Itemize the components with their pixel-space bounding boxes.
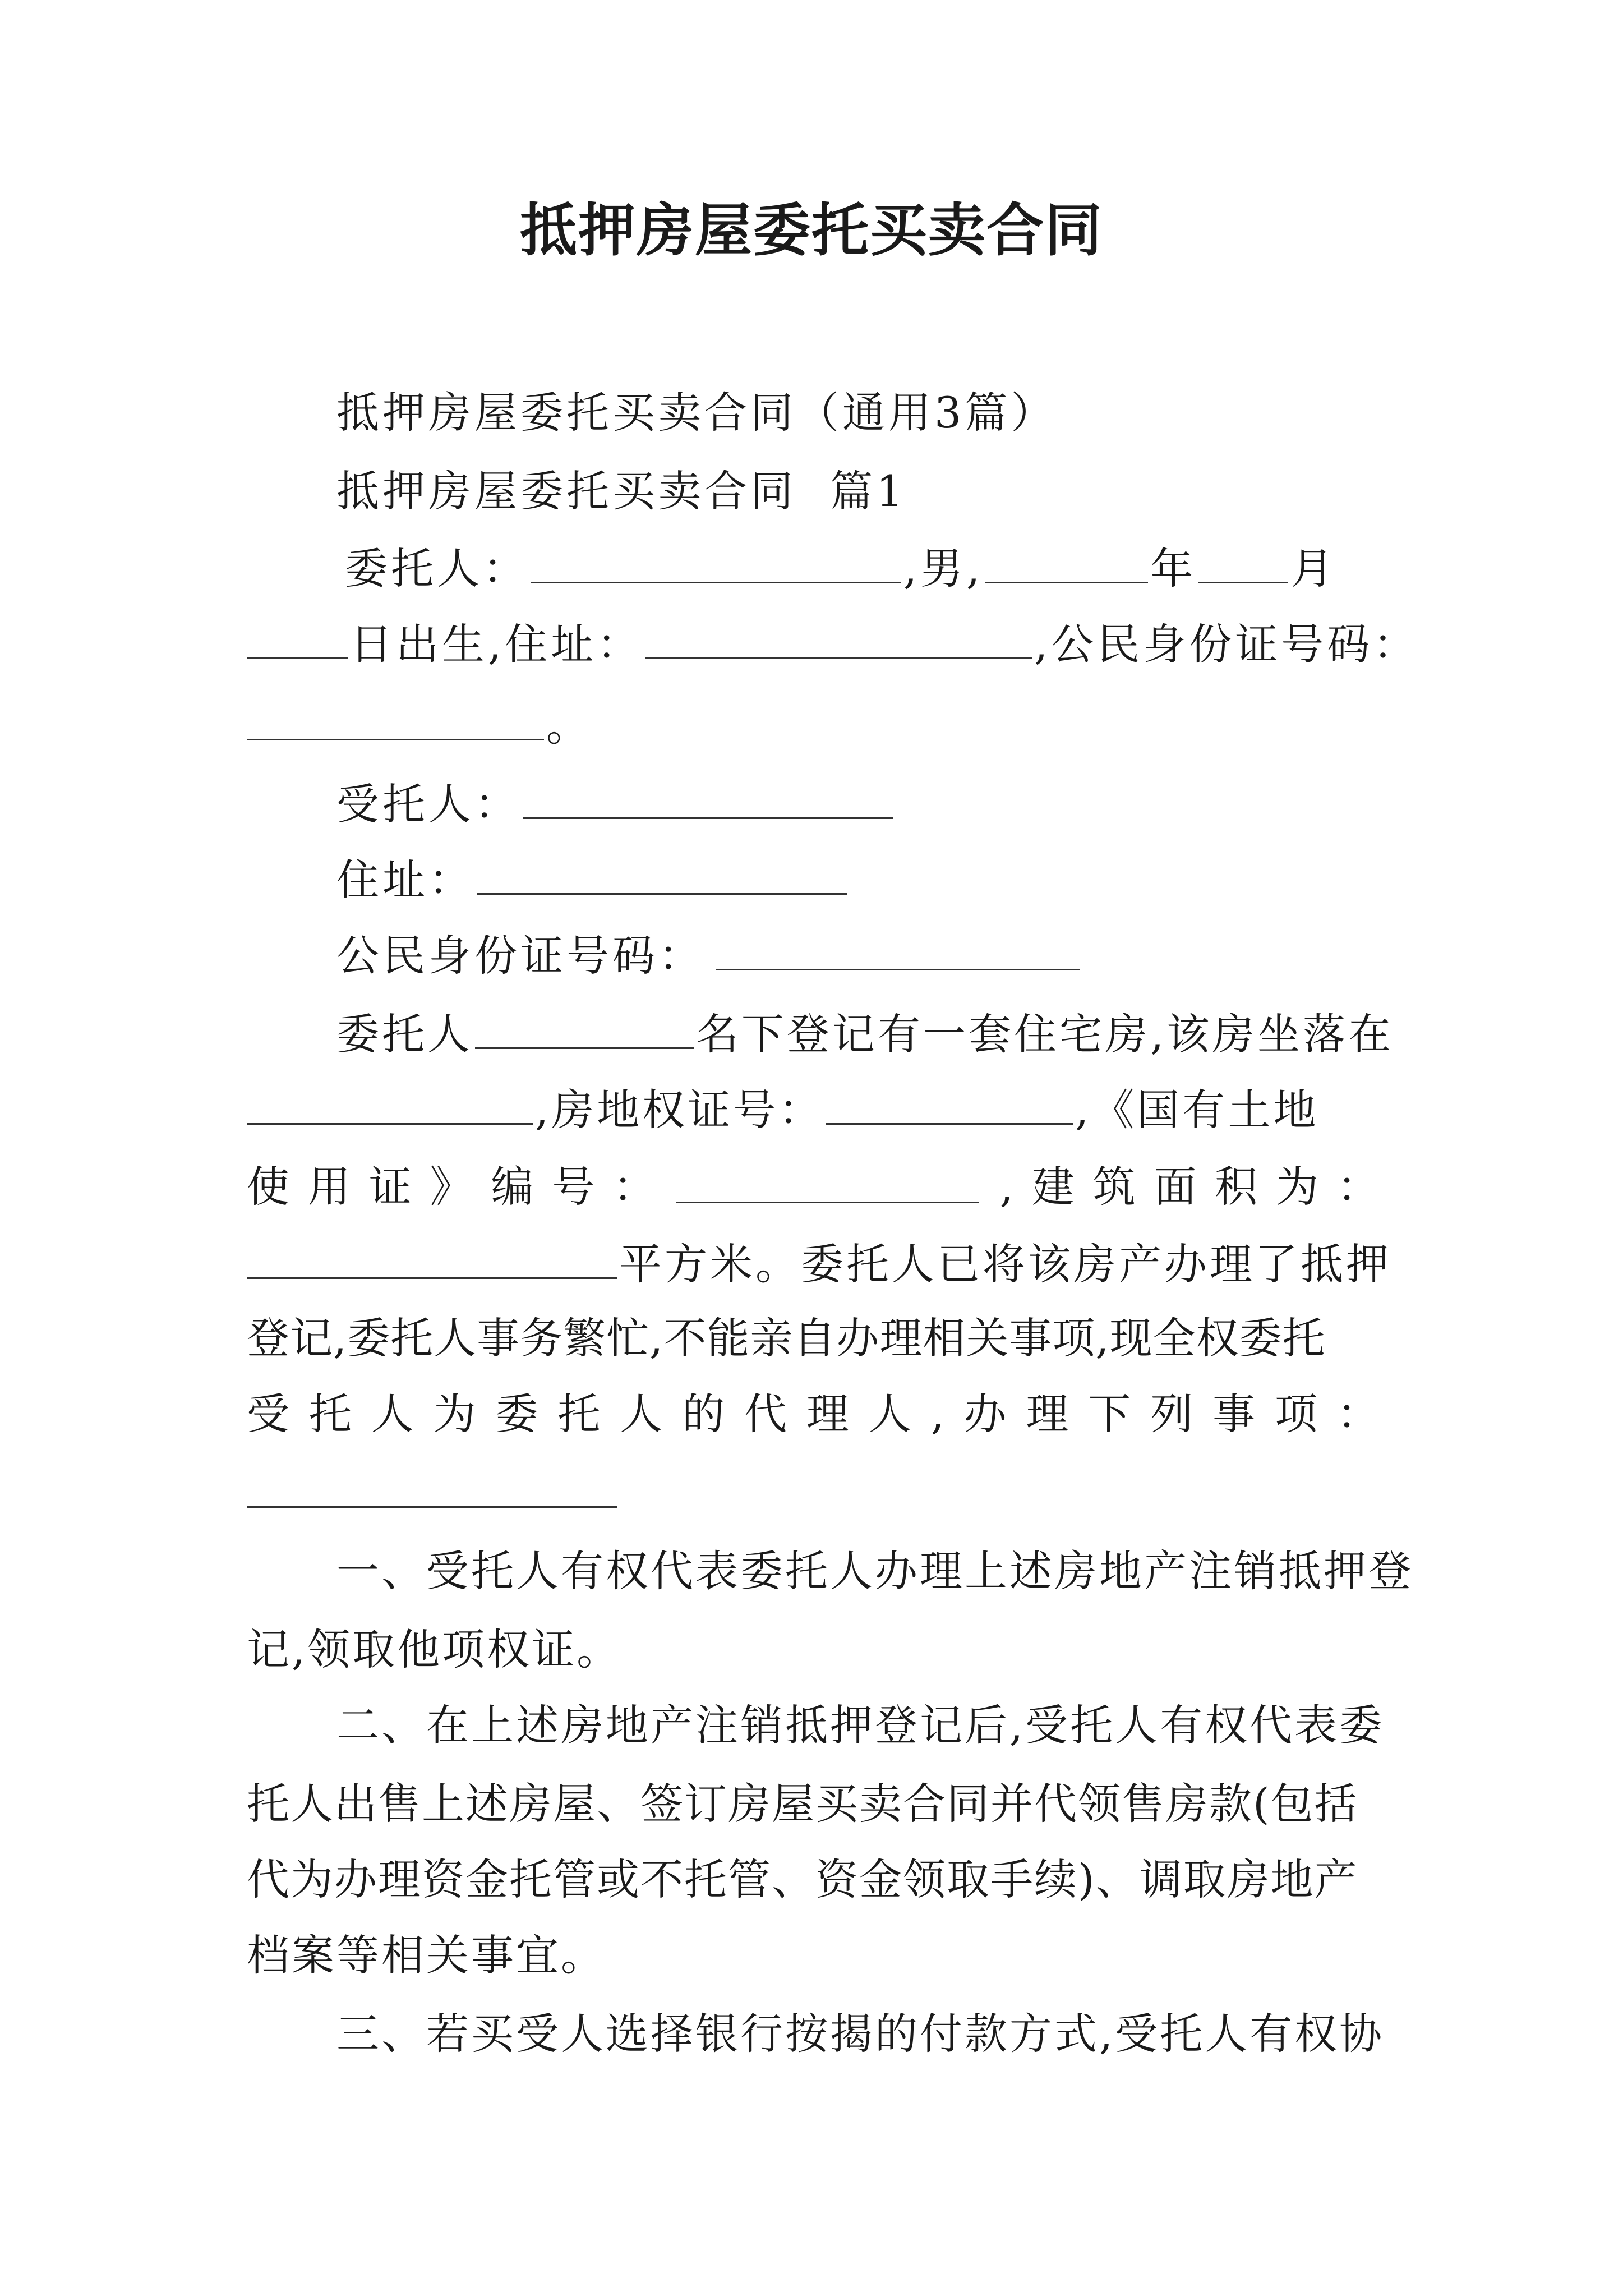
principal-address-blank — [645, 617, 1032, 659]
property-char: 下 — [1088, 1389, 1131, 1439]
principal-gender: ,男, — [903, 544, 984, 594]
property-char: ： — [613, 1162, 656, 1212]
property-text: 平方米。委托人已将该房产办理了抵押 — [619, 1239, 1391, 1290]
property-line-1 — [336, 1007, 1394, 1060]
item-2-line-3: 代为办理资金托管或不托管、资金领取手续)、调取房地产 — [247, 1855, 1358, 1904]
property-char: 面 — [1154, 1162, 1197, 1212]
property-cert-blank — [826, 1083, 1073, 1125]
item-1-line-2: 记,领取他项权证。 — [247, 1625, 622, 1674]
property-char: 托 — [557, 1389, 601, 1439]
property-char: 使 — [247, 1162, 289, 1212]
principal-line-3 — [247, 698, 592, 751]
property-char: ： — [1336, 1162, 1380, 1212]
property-char: 为 — [433, 1389, 476, 1439]
floor-area-blank — [247, 1237, 617, 1279]
property-char: 事 — [1212, 1389, 1256, 1439]
property-line-3 — [247, 1161, 1380, 1212]
property-char: 办 — [963, 1389, 1007, 1439]
item-2-line-2: 托人出售上述房屋、签订房屋买卖合同并代领售房款(包括 — [247, 1779, 1358, 1829]
property-char: 用 — [307, 1162, 351, 1212]
item-2-line-4: 档案等相关事宜。 — [247, 1930, 606, 1980]
property-char: 的 — [682, 1389, 725, 1439]
property-char: 筑 — [1092, 1162, 1136, 1212]
agent-label: 受托人： — [336, 779, 520, 830]
principal-id-blank — [247, 698, 544, 740]
owner-name-blank — [475, 1007, 694, 1049]
item-3-line-1: 三、若买受人选择银行按揭的付款方式,受托人有权协 — [336, 2009, 1385, 2059]
property-text: ,房地权证号： — [535, 1085, 824, 1135]
property-location-blank — [247, 1083, 533, 1125]
agent-line — [336, 777, 895, 830]
property-char: 证 — [368, 1162, 412, 1212]
document-subtitle: 抵押房屋委托买卖合同（通用3篇） — [336, 388, 1057, 438]
document-title: 抵押房屋委托买卖合同 — [520, 197, 1103, 264]
property-char: 代 — [744, 1389, 787, 1439]
property-char: 为 — [1276, 1162, 1319, 1212]
property-char: 托 — [308, 1389, 352, 1439]
property-char: ： — [1336, 1389, 1380, 1439]
property-char: , — [999, 1162, 1013, 1212]
principal-label: 委托人： — [345, 544, 529, 594]
property-char: 建 — [1031, 1162, 1075, 1212]
property-line-6 — [247, 1388, 1380, 1439]
property-text: ,《国有土地 — [1075, 1085, 1319, 1135]
item-1-line-1: 一、受托人有权代表委托人办理上述房地产注销抵押登 — [336, 1546, 1413, 1596]
property-char: 》 — [430, 1162, 473, 1212]
principal-line-1 — [345, 541, 1336, 594]
id-label: 公民身份证号码： — [336, 931, 704, 981]
property-char: 编 — [491, 1162, 534, 1212]
property-char: 委 — [495, 1389, 538, 1439]
item-2-line-1: 二、在上述房地产注销抵押登记后,受托人有权代表委 — [336, 1700, 1385, 1750]
property-line-4 — [247, 1237, 1391, 1290]
birth-year-blank — [985, 541, 1148, 583]
property-char: 列 — [1150, 1389, 1193, 1439]
property-text: 委托人 — [336, 1009, 473, 1060]
property-char: , — [930, 1389, 944, 1439]
property-char: 人 — [371, 1389, 414, 1439]
birth-month-blank — [1198, 541, 1288, 583]
month-label: 月 — [1290, 544, 1337, 594]
property-char: 项 — [1275, 1389, 1318, 1439]
birth-address-label: 日出生,住址： — [350, 619, 643, 670]
address-label: 住址： — [336, 855, 474, 905]
property-char: 人 — [868, 1389, 911, 1439]
agent-address-blank — [477, 853, 847, 895]
matters-blank — [247, 1506, 617, 1508]
property-char: 理 — [806, 1389, 849, 1439]
principal-name-blank — [531, 541, 901, 583]
agent-name-blank — [523, 777, 893, 819]
principal-line-2 — [247, 617, 1419, 670]
birth-day-blank — [247, 617, 348, 659]
property-char: 人 — [620, 1389, 663, 1439]
property-char: 号 — [552, 1162, 595, 1212]
principal-period: 。 — [546, 701, 592, 751]
principal-id-label: ,公民身份证号码： — [1034, 619, 1419, 670]
id-line — [336, 928, 1082, 981]
property-line-2 — [247, 1083, 1318, 1135]
year-label: 年 — [1150, 544, 1197, 594]
section-heading: 抵押房屋委托买卖合同 篇1 — [336, 466, 907, 516]
property-text: 名下登记有一套住宅房,该房坐落在 — [696, 1009, 1394, 1060]
property-char: 理 — [1026, 1389, 1069, 1439]
address-line — [336, 853, 849, 905]
property-char: 受 — [247, 1389, 289, 1439]
land-cert-blank — [676, 1161, 979, 1203]
agent-id-blank — [716, 928, 1080, 970]
property-line-5: 登记,委托人事务繁忙,不能亲自办理相关事项,现全权委托 — [247, 1313, 1326, 1363]
property-char: 积 — [1215, 1162, 1258, 1212]
